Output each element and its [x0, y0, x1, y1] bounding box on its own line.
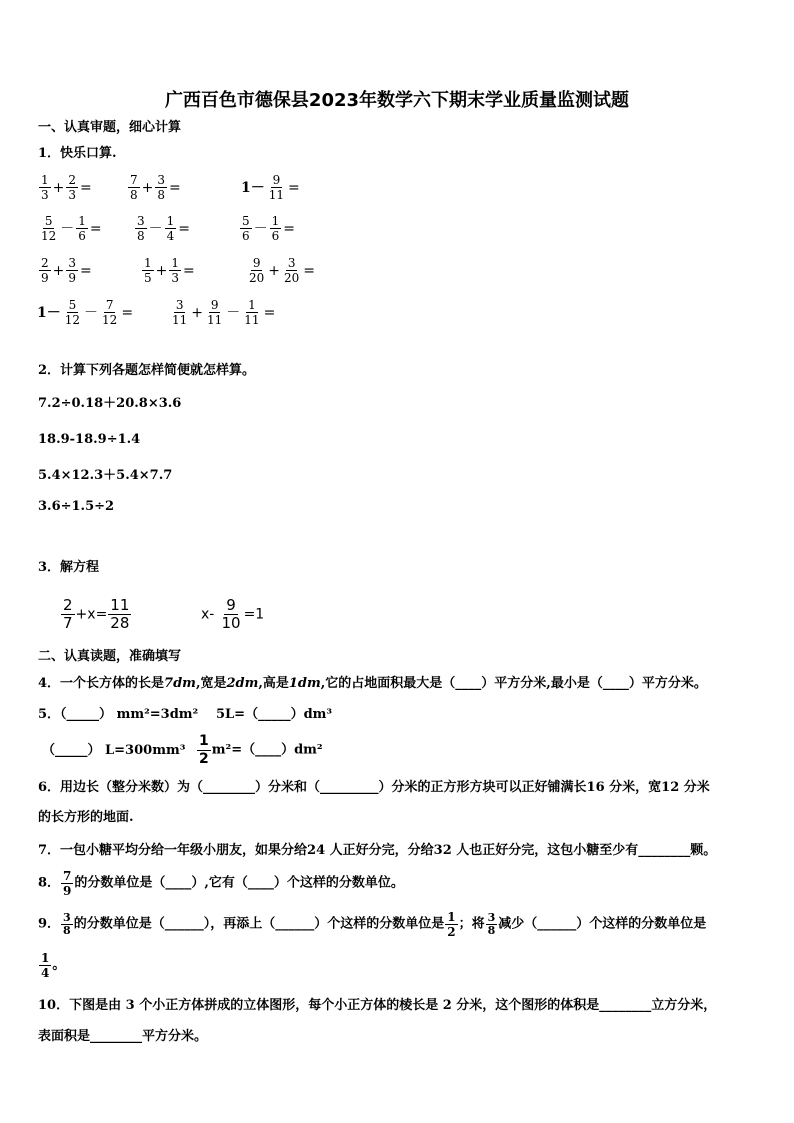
question-4: 4．一个长方体的长是7dm,宽是2dm,高是1dm,它的占地面积最大是（____）平方分米,最小是（____）平方分米。	[38, 676, 707, 691]
calc-item-10: 1－ $\frac{5}{12}$ － $\frac{7}{12}$ =	[37, 298, 134, 327]
calc-item-11: $\frac{3}{11}$ + $\frac{9}{11}$ － $\frac{1}{11}$ =	[172, 298, 276, 327]
simplify-item-1: 7.2÷0.18＋20.8×3.6	[38, 396, 182, 411]
simplify-item-4: 3.6÷1.5÷2	[38, 499, 115, 514]
calc-item-2: $\frac{7}{8}$ + $\frac{3}{8}$ =	[130, 173, 181, 202]
question-5-line-2: （_____） L=300mm³	[42, 743, 186, 758]
question-2-label: 2．计算下列各题怎样简便就怎样算。	[38, 363, 256, 378]
question-7: 7．一包小糖平均分给一年级小朋友，如果分给24 人正好分完，分给32 人也正好分完，这包小糖至少有________颗。	[38, 843, 717, 858]
calc-item-6: $\frac{5}{6}$ － $\frac{1}{6}$ =	[242, 214, 296, 243]
calc-item-1: $\frac{1}{3}$ + $\frac{2}{3}$ =	[41, 173, 92, 202]
calc-item-8: $\frac{1}{5}$ + $\frac{1}{3}$ =	[144, 256, 195, 285]
question-5-line-1b: 5L=（_____）dm³	[216, 707, 333, 722]
section-2-heading: 二、认真读题，准确填写	[38, 649, 182, 664]
equation-1: $\frac{2}{7}$ +x= $\frac{11}{28}$	[63, 596, 130, 632]
equation-2: x- $\frac{9}{10}$ =1	[201, 596, 265, 632]
simplify-item-2: 18.9-18.9÷1.4	[38, 432, 141, 447]
question-1-label: 1．快乐口算.	[38, 146, 117, 161]
calc-item-9: $\frac{9}{20}$ + $\frac{3}{20}$ =	[249, 256, 316, 285]
page-title: 广西百色市德保县2023年数学六下期末学业质量监测试题	[164, 90, 630, 111]
calc-item-5: $\frac{3}{8}$ － $\frac{1}{4}$ =	[137, 214, 191, 243]
question-5-line-2b: $\frac{1}{2}$ m²=（____）dm²	[199, 733, 323, 767]
question-10-line-1: 10．下图是由 3 个小正方体拼成的立体图形，每个小正方体的棱长是 2 分米，这个图形的体积是________立方分米，	[38, 998, 717, 1013]
question-10-line-2: 表面积是________平方分米。	[38, 1029, 208, 1044]
question-8: 8． $\frac{7}{9}$ 的分数单位是（____）,它有（____）个这样的分数单位。	[38, 869, 404, 898]
calc-item-7: $\frac{2}{9}$ + $\frac{3}{9}$ =	[41, 256, 92, 285]
calc-item-3: 1－ $\frac{9}{11}$ =	[241, 173, 300, 202]
question-9: 9． $\frac{3}{8}$ 的分数单位是（______），再添上（______）个这样的分数单位是 $\frac{1}{2}$ ；将 $\frac{3}{8}$ 减少（______）个这样的分数单位是	[38, 910, 707, 939]
simplify-item-3: 5.4×12.3＋5.4×7.7	[38, 468, 173, 483]
question-6-line-2: 的长方形的地面.	[38, 810, 134, 825]
question-6-line-1: 6．用边长（整分米数）为（________）分米和（_________）分米的正方形方块可以正好铺满长16 分米，宽12 分米	[38, 780, 710, 795]
question-5-line-1: 5．（_____） mm²=3dm²	[38, 707, 199, 722]
question-3-label: 3．解方程	[38, 560, 100, 575]
calc-item-4: $\frac{5}{12}$ － $\frac{1}{6}$ =	[41, 214, 102, 243]
question-9-cont: $\frac{1}{4}$ 。	[41, 951, 66, 980]
section-1-heading: 一、认真审题，细心计算	[38, 120, 182, 135]
